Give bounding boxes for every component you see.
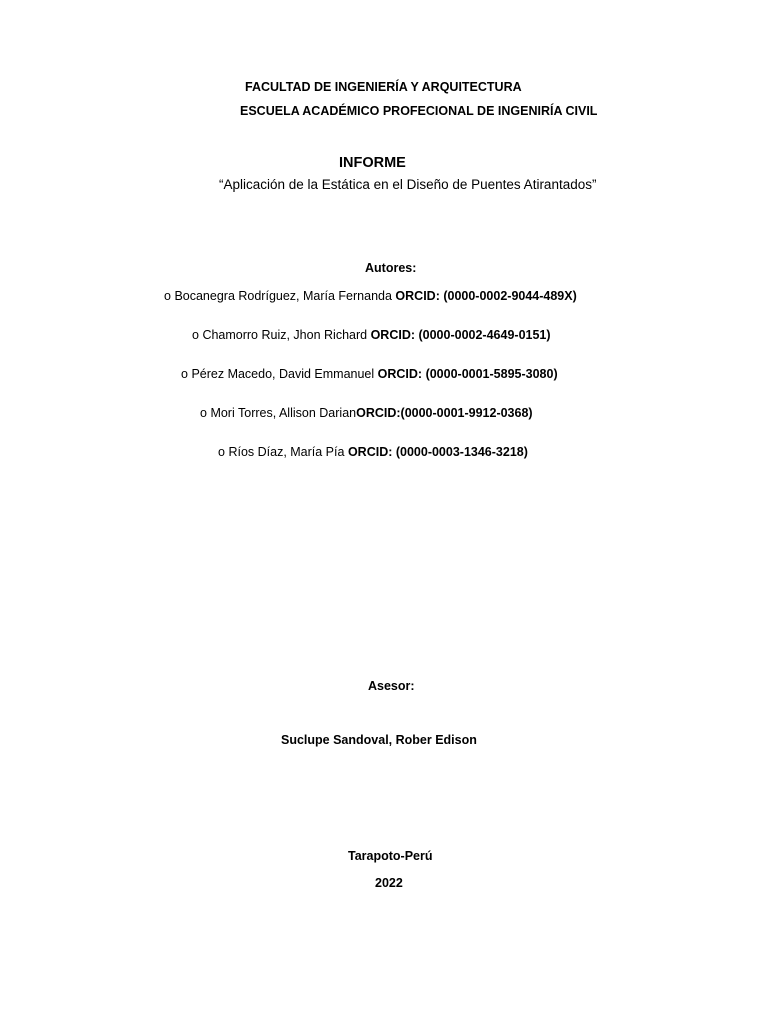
author-orcid: ORCID: (0000-0002-4649-0151) bbox=[370, 328, 551, 342]
year-text: 2022 bbox=[375, 876, 403, 890]
author-name: Ríos Díaz, María Pía bbox=[228, 445, 345, 459]
report-type: INFORME bbox=[339, 155, 406, 171]
author-item bbox=[218, 444, 528, 460]
school-heading: ESCUELA ACADÉMICO PROFECIONAL DE INGENIRÍA CIVIL bbox=[240, 104, 598, 118]
bullet: o bbox=[164, 289, 171, 303]
bullet: o bbox=[218, 445, 225, 459]
author-name: Chamorro Ruiz, Jhon Richard bbox=[202, 328, 368, 342]
bullet: o bbox=[192, 328, 199, 342]
author-orcid: ORCID: (0000-0001-5895-3080) bbox=[377, 367, 558, 381]
author-item bbox=[200, 405, 533, 421]
advisor-name: Suclupe Sandoval, Rober Edison bbox=[281, 733, 477, 747]
author-orcid: ORCID: (0000-0003-1346-3218) bbox=[347, 445, 528, 459]
author-orcid: ORCID:(0000-0001-9912-0368) bbox=[356, 406, 533, 420]
author-item bbox=[164, 288, 577, 304]
author-name: Pérez Macedo, David Emmanuel bbox=[191, 367, 375, 381]
bullet: o bbox=[200, 406, 207, 420]
author-orcid: ORCID: (0000-0002-9044-489X) bbox=[395, 289, 577, 303]
author-item bbox=[192, 327, 551, 343]
place-text: Tarapoto-Perú bbox=[348, 849, 433, 863]
author-item bbox=[181, 366, 558, 382]
report-title: “Aplicación de la Estática en el Diseño de Puentes Atirantados” bbox=[219, 177, 597, 192]
advisor-label: Asesor: bbox=[368, 679, 415, 693]
author-name: Mori Torres, Allison Darian bbox=[210, 406, 357, 420]
authors-label: Autores: bbox=[365, 261, 417, 275]
faculty-heading: FACULTAD DE INGENIERÍA Y ARQUITECTURA bbox=[245, 80, 522, 94]
bullet: o bbox=[181, 367, 188, 381]
author-name: Bocanegra Rodríguez, María Fernanda bbox=[174, 289, 392, 303]
